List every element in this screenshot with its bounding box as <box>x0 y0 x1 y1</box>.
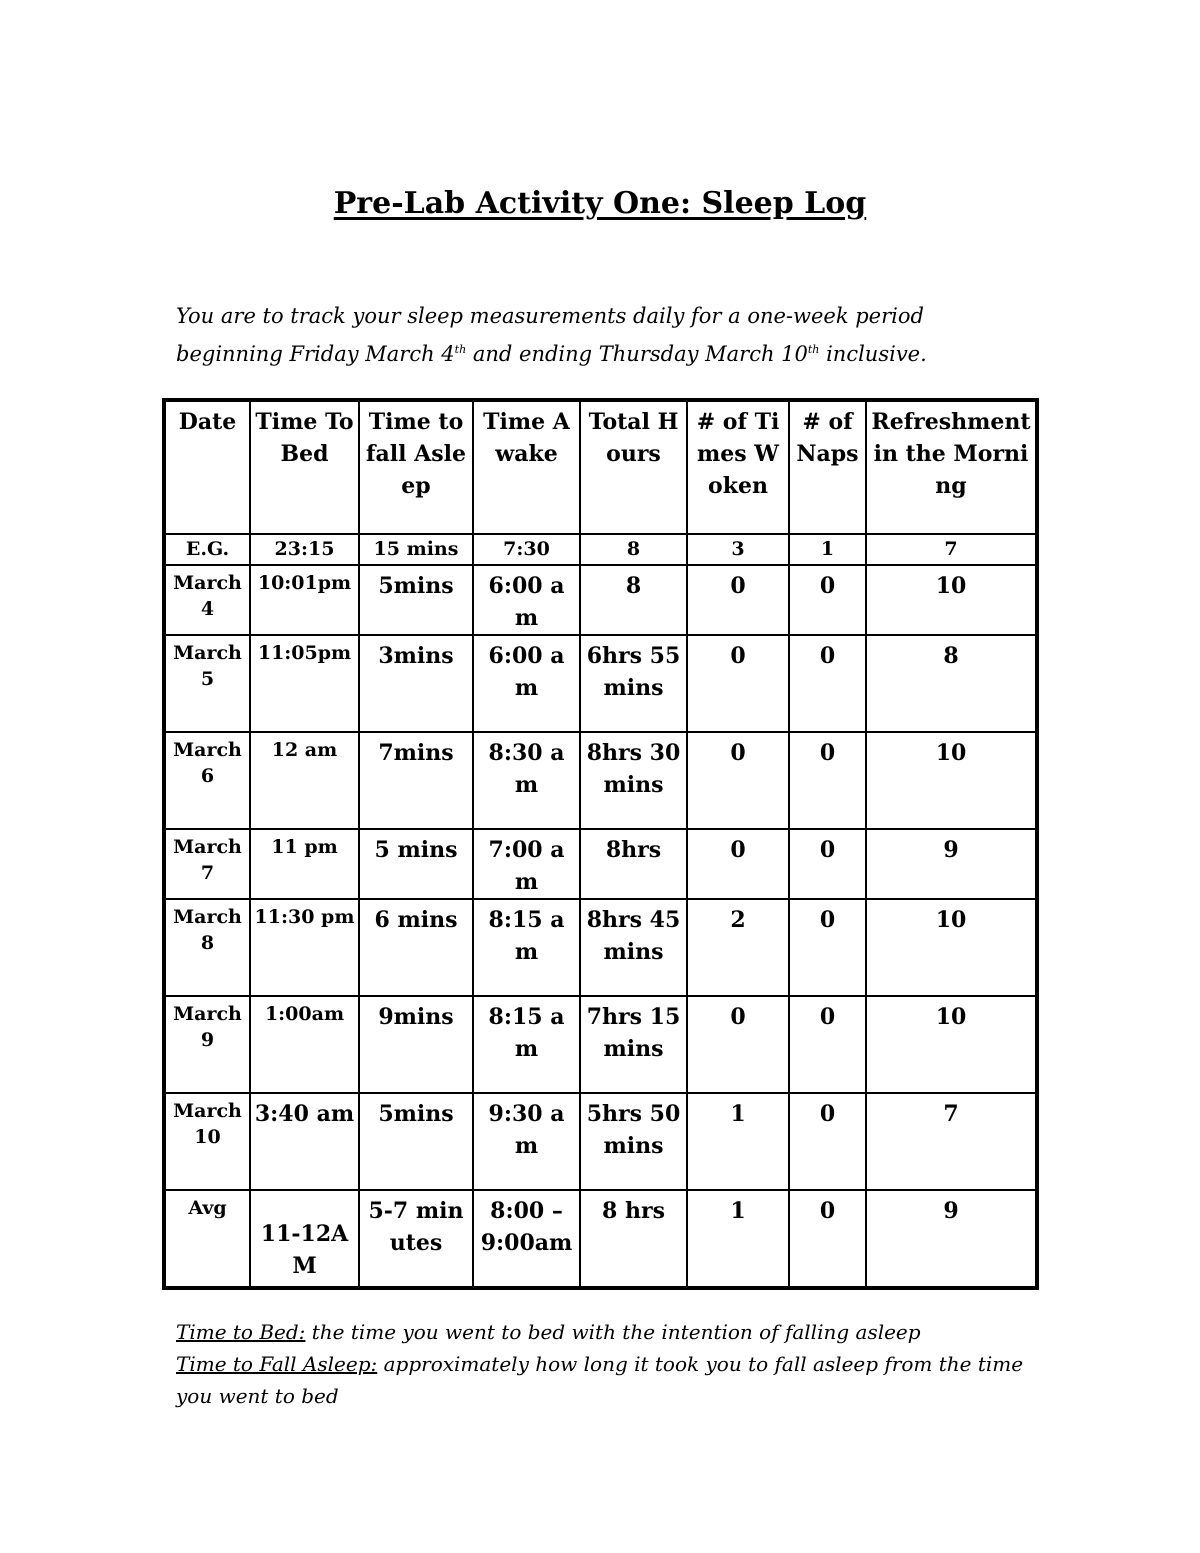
cell-times-woken: 0 <box>687 565 789 635</box>
cell-time-awake: 8:15 am <box>473 996 580 1093</box>
table-row <box>164 829 1037 899</box>
header-time-awake: Time Awake <box>473 400 580 534</box>
cell-date: March 4 <box>164 565 250 635</box>
header-refreshment: Refreshment in the Morning <box>866 400 1037 534</box>
cell-refreshment: 7 <box>866 1093 1037 1190</box>
cell-refreshment: 10 <box>866 732 1037 829</box>
header-time-to-bed: Time To Bed <box>250 400 359 534</box>
cell-time-to-fall-asleep: 9mins <box>359 996 473 1093</box>
intro-superscript-2: th <box>807 343 820 356</box>
cell-time-to-bed: 3:40 am <box>250 1093 359 1190</box>
cell-refreshment: 10 <box>866 996 1037 1093</box>
intro-text-2: and ending Thursday March 10 <box>466 342 808 366</box>
header-total-hours: Total Hours <box>580 400 687 534</box>
header-date: Date <box>164 400 250 534</box>
sleep-log-table <box>162 398 1039 1290</box>
cell-time-to-bed: 10:01pm <box>250 565 359 635</box>
cell-total-hours: 6hrs 55mins <box>580 635 687 732</box>
cell-time-to-fall-asleep: 7mins <box>359 732 473 829</box>
cell-time-awake: 7:30 <box>473 534 580 565</box>
cell-time-awake: 9:30 am <box>473 1093 580 1190</box>
intro-superscript-1: th <box>454 343 467 356</box>
cell-time-to-bed: 11 pm <box>250 829 359 899</box>
table-row <box>164 565 1037 635</box>
cell-naps: 0 <box>789 732 866 829</box>
table-row-example <box>164 534 1037 565</box>
cell-refreshment: 7 <box>866 534 1037 565</box>
cell-date: March 7 <box>164 829 250 899</box>
cell-time-to-bed: 11-12AM <box>250 1190 359 1288</box>
definition-term: Time to Bed: <box>176 1320 306 1344</box>
header-row <box>164 400 1037 534</box>
cell-naps: 0 <box>789 1190 866 1288</box>
cell-times-woken: 1 <box>687 1190 789 1288</box>
cell-time-awake: 8:00 – 9:00am <box>473 1190 580 1288</box>
cell-times-woken: 1 <box>687 1093 789 1190</box>
table-row <box>164 899 1037 996</box>
cell-total-hours: 8 <box>580 565 687 635</box>
cell-naps: 1 <box>789 534 866 565</box>
cell-time-to-bed: 23:15 <box>250 534 359 565</box>
definition-text: approximately how long it took you to fall asleep from the time you went to bed <box>176 1352 1024 1408</box>
cell-time-to-fall-asleep: 5mins <box>359 565 473 635</box>
header-times-woken: # of Times Woken <box>687 400 789 534</box>
cell-date: March 8 <box>164 899 250 996</box>
cell-total-hours: 5hrs 50 mins <box>580 1093 687 1190</box>
instructions-paragraph <box>176 299 1036 371</box>
cell-time-to-bed: 11:05pm <box>250 635 359 732</box>
cell-time-awake: 8:30 am <box>473 732 580 829</box>
cell-time-awake: 6:00 am <box>473 635 580 732</box>
cell-time-to-fall-asleep: 3mins <box>359 635 473 732</box>
table-row <box>164 996 1037 1093</box>
cell-times-woken: 2 <box>687 899 789 996</box>
cell-date: March 10 <box>164 1093 250 1190</box>
page-title: Pre-Lab Activity One: Sleep Log <box>333 186 867 221</box>
definition-text: the time you went to bed with the intention of falling asleep <box>305 1320 921 1344</box>
intro-text-1: You are to track your sleep measurements daily for a one-week period beginning Friday March 4 <box>176 304 924 366</box>
cell-date: E.G. <box>164 534 250 565</box>
cell-time-to-fall-asleep: 5-7 minutes <box>359 1190 473 1288</box>
cell-time-to-fall-asleep: 15 mins <box>359 534 473 565</box>
table-row <box>164 635 1037 732</box>
header-time-to-fall-asleep: Time to fall Asleep <box>359 400 473 534</box>
cell-time-to-fall-asleep: 5mins <box>359 1093 473 1190</box>
table-row <box>164 1093 1037 1190</box>
header-naps: # of Naps <box>789 400 866 534</box>
definitions <box>176 1316 1036 1412</box>
cell-refreshment: 8 <box>866 635 1037 732</box>
cell-time-awake: 8:15 am <box>473 899 580 996</box>
cell-time-awake: 7:00 am <box>473 829 580 899</box>
cell-naps: 0 <box>789 1093 866 1190</box>
cell-time-awake: 6:00 am <box>473 565 580 635</box>
cell-times-woken: 0 <box>687 829 789 899</box>
definition-time-to-bed <box>176 1316 1036 1348</box>
cell-date: Avg <box>164 1190 250 1288</box>
cell-times-woken: 0 <box>687 635 789 732</box>
cell-refreshment: 10 <box>866 565 1037 635</box>
cell-naps: 0 <box>789 565 866 635</box>
cell-times-woken: 0 <box>687 732 789 829</box>
definition-time-to-fall-asleep <box>176 1348 1036 1412</box>
table-row-average <box>164 1190 1037 1288</box>
cell-total-hours: 8hrs 30mins <box>580 732 687 829</box>
table-row <box>164 732 1037 829</box>
cell-time-to-fall-asleep: 6 mins <box>359 899 473 996</box>
cell-date: March 9 <box>164 996 250 1093</box>
cell-refreshment: 10 <box>866 899 1037 996</box>
cell-times-woken: 3 <box>687 534 789 565</box>
cell-time-to-bed: 1:00am <box>250 996 359 1093</box>
cell-date: March 5 <box>164 635 250 732</box>
cell-date: March 6 <box>164 732 250 829</box>
cell-time-to-bed: 12 am <box>250 732 359 829</box>
cell-naps: 0 <box>789 829 866 899</box>
cell-refreshment: 9 <box>866 829 1037 899</box>
definition-term: Time to Fall Asleep: <box>176 1352 378 1376</box>
cell-total-hours: 8hrs <box>580 829 687 899</box>
cell-naps: 0 <box>789 899 866 996</box>
intro-text-3: inclusive. <box>819 342 927 366</box>
cell-naps: 0 <box>789 996 866 1093</box>
cell-total-hours: 8 <box>580 534 687 565</box>
cell-total-hours: 7hrs 15mins <box>580 996 687 1093</box>
cell-total-hours: 8hrs 45mins <box>580 899 687 996</box>
cell-time-to-fall-asleep: 5 mins <box>359 829 473 899</box>
cell-time-to-bed: 11:30 pm <box>250 899 359 996</box>
cell-total-hours: 8 hrs <box>580 1190 687 1288</box>
cell-refreshment: 9 <box>866 1190 1037 1288</box>
cell-naps: 0 <box>789 635 866 732</box>
cell-times-woken: 0 <box>687 996 789 1093</box>
